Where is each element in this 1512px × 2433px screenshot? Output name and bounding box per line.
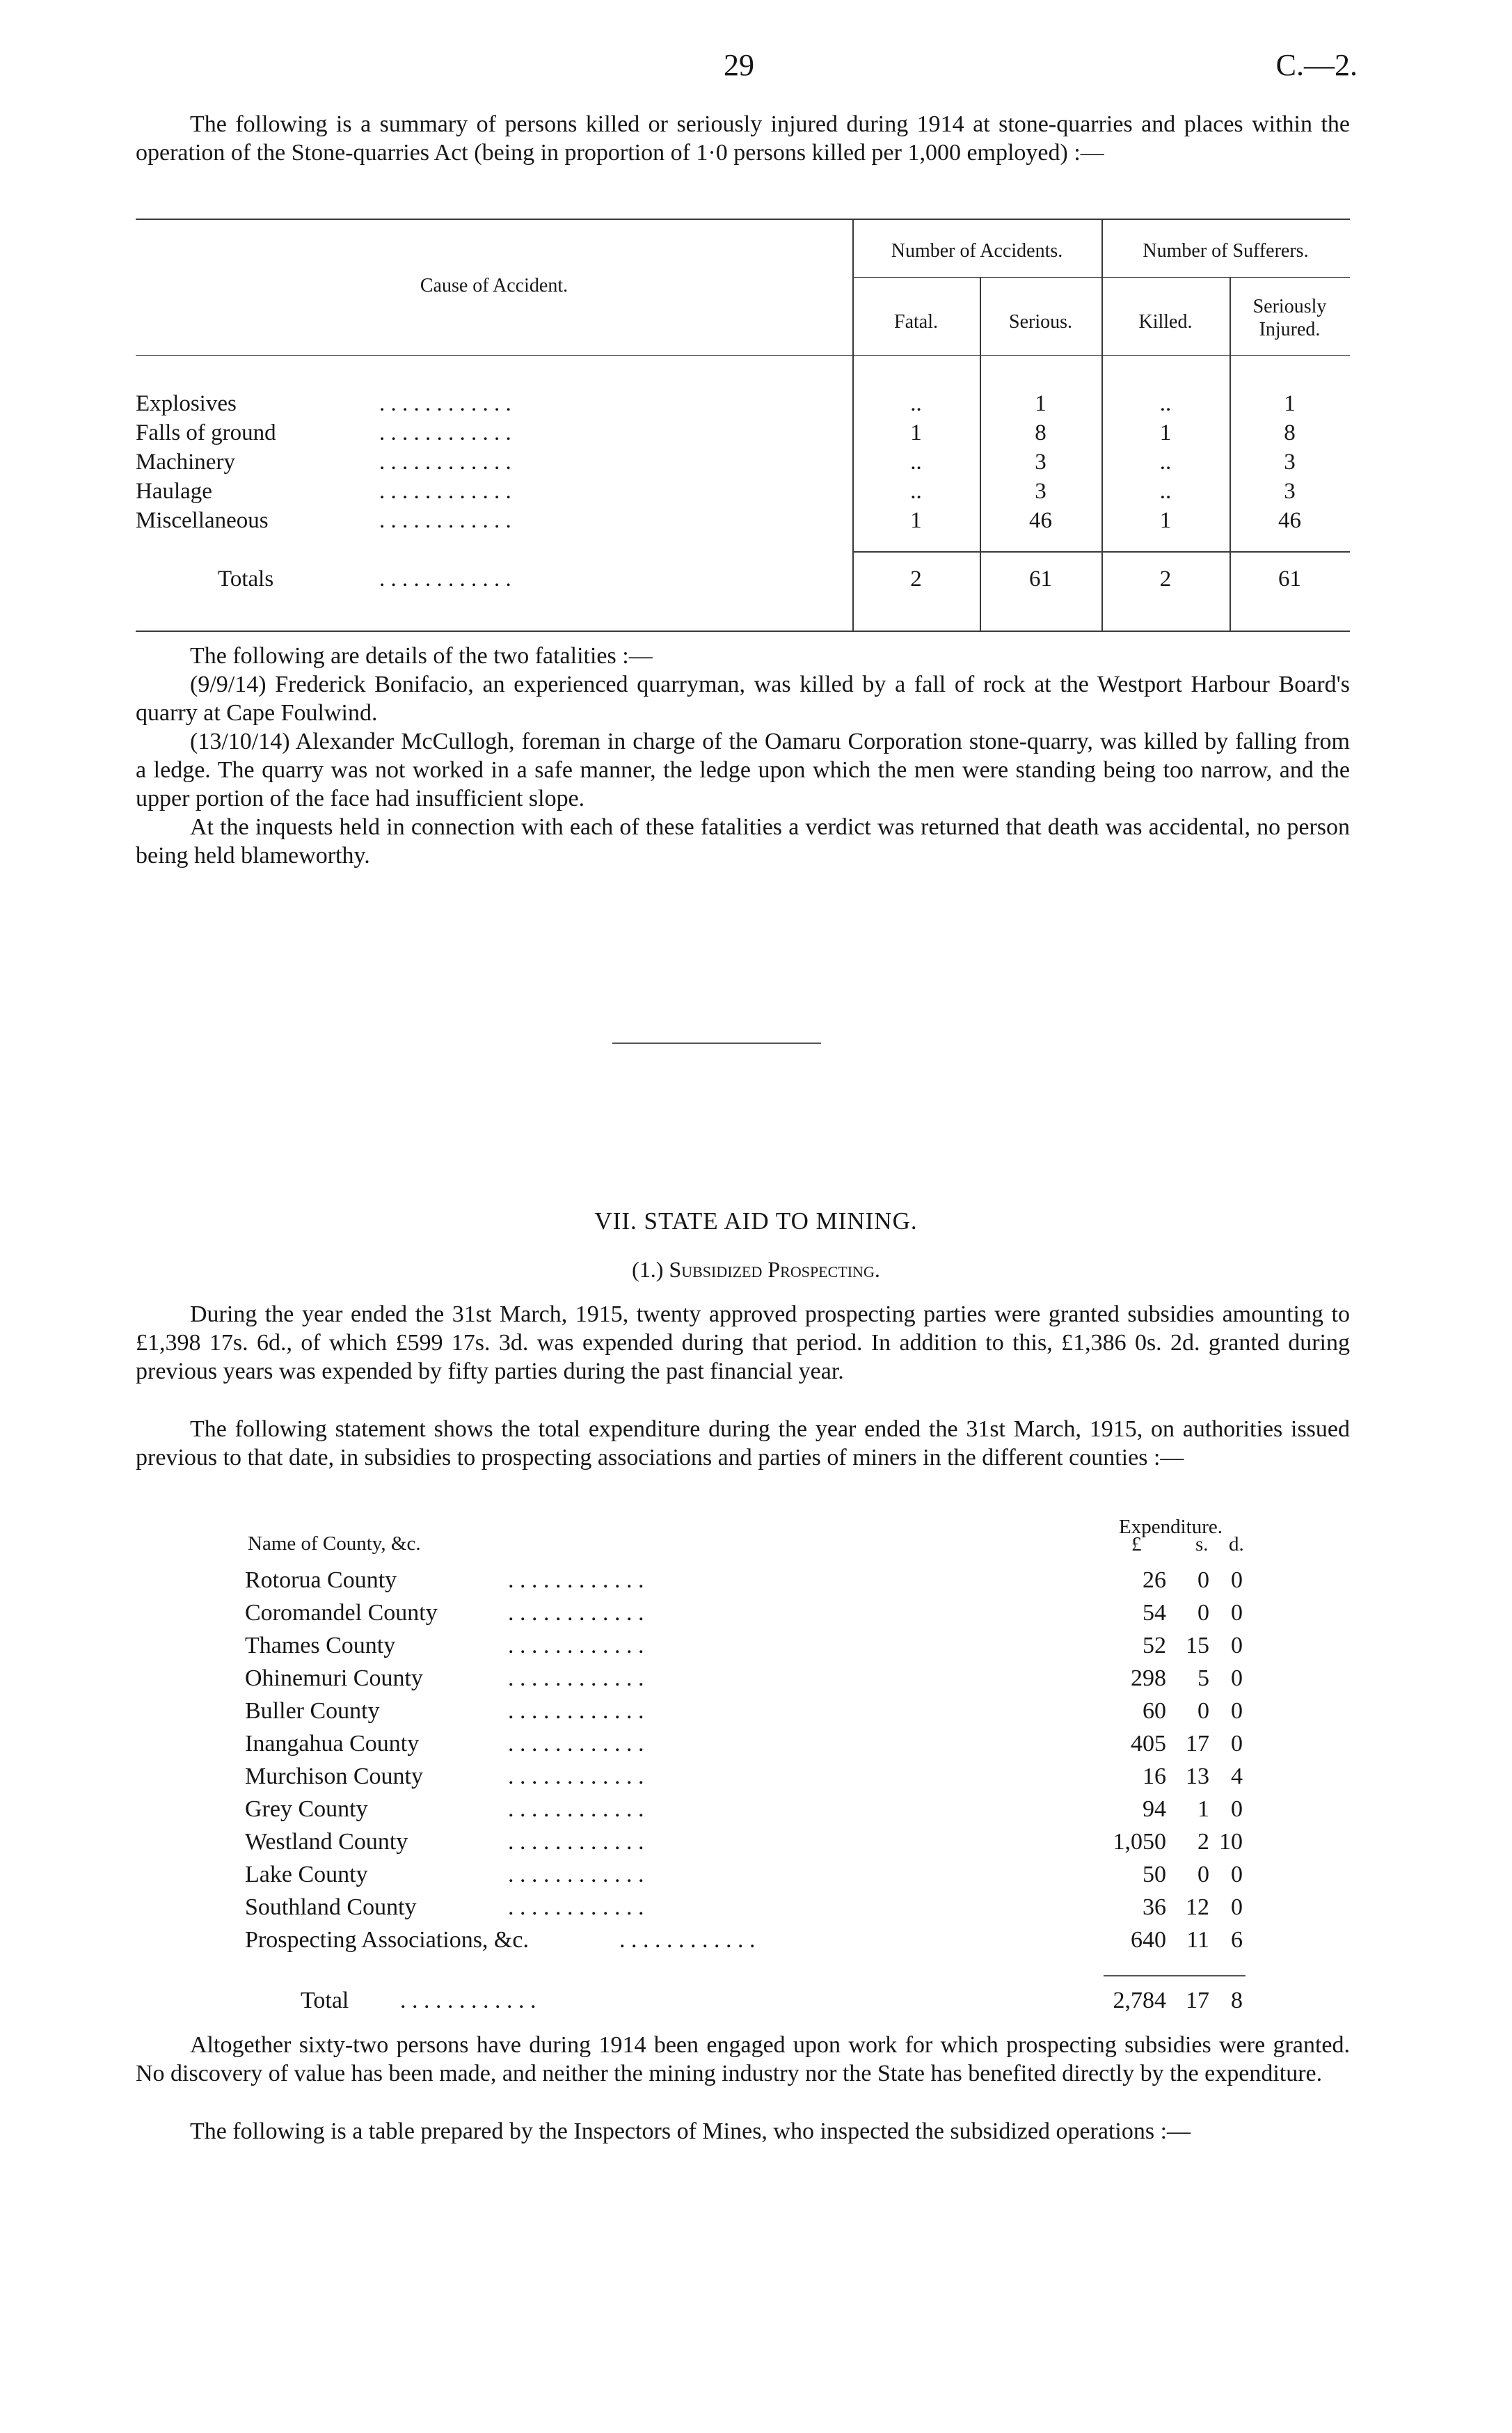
row-cause: Machinery bbox=[136, 450, 235, 475]
amount-shillings: 13 bbox=[1186, 1764, 1209, 1789]
amount-pence: 0 bbox=[1231, 1567, 1243, 1593]
dot-leaders: . . . . . . . . . . . . bbox=[508, 1829, 644, 1855]
dot-leaders: . . . . . . . . . . . . bbox=[508, 1894, 644, 1920]
table-rule-top bbox=[136, 219, 1350, 220]
cell-serious: 8 bbox=[1035, 420, 1047, 445]
closing-paragraph: Altogether sixty-two persons have during 1914 been engaged upon work for which prospecting subsidies were granted. No discovery of value has been made, and neither the mining industry nor the State has benefited directly by the expenditure. bbox=[136, 2032, 1350, 2086]
cell-serious: 1 bbox=[1035, 391, 1047, 416]
amount-shillings: 12 bbox=[1186, 1894, 1209, 1920]
county-name: Ohinemuri County bbox=[245, 1665, 423, 1691]
header-accidents: Number of Accidents. bbox=[891, 240, 1063, 262]
cell-fatal: .. bbox=[910, 391, 922, 416]
intro-paragraph: The following is a summary of persons killed or seriously injured during 1914 at stone-quarries and places within the operation of the Stone-quarries Act (being in proportion of 1·0 persons killed per 1,000 employed) :— bbox=[136, 111, 1350, 166]
header-cause: Cause of Accident. bbox=[420, 275, 568, 296]
dot-leaders: . . . . . . . . . . . . bbox=[379, 391, 511, 416]
amount-pounds: 60 bbox=[1143, 1698, 1166, 1724]
total-pence: 8 bbox=[1231, 1988, 1243, 2013]
amount-shillings: 2 bbox=[1197, 1829, 1209, 1855]
dot-leaders: . . . . . . . . . . . . bbox=[508, 1731, 644, 1757]
header-fatal: Fatal. bbox=[894, 311, 938, 333]
dot-leaders: . . . . . . . . . . . . bbox=[508, 1698, 644, 1724]
amount-pence: 0 bbox=[1231, 1698, 1243, 1724]
header-subrule bbox=[852, 277, 1350, 278]
dot-leaders: . . . . . . . . . . . . bbox=[400, 1988, 536, 2013]
page-number: 29 bbox=[724, 48, 754, 82]
amount-pence: 4 bbox=[1231, 1764, 1243, 1789]
header-county: Name of County, &c. bbox=[248, 1532, 421, 1555]
fatalities-lead: The following are details of the two fatalities :— bbox=[190, 643, 653, 669]
header-shillings: s. bbox=[1195, 1533, 1209, 1555]
header-serious: Serious. bbox=[1009, 311, 1072, 333]
county-name: Westland County bbox=[245, 1829, 408, 1855]
section-subtitle: (1.) Subsidized Prospecting. bbox=[632, 1257, 880, 1282]
row-cause: Falls of ground bbox=[136, 420, 276, 445]
cell-killed: .. bbox=[1159, 391, 1172, 416]
table-rule-bottom bbox=[136, 631, 1350, 632]
amount-pounds: 405 bbox=[1131, 1731, 1166, 1757]
header-seriously-injured: Seriously Injured. bbox=[1252, 296, 1327, 340]
amount-pounds: 50 bbox=[1143, 1862, 1166, 1887]
subsidy-paragraph: During the year ended the 31st March, 1915, twenty approved prospecting parties were granted subsidies amounting to £1,398 17s. 6d., of which £599 17s. 3d. was expended during that period. In addition to this, £1,386 0s. 2d. granted during previous years was expended by fifty parties during the past financial year. bbox=[136, 1301, 1350, 1384]
dot-leaders: . . . . . . . . . . . . bbox=[379, 420, 511, 445]
amount-shillings: 1 bbox=[1197, 1796, 1209, 1822]
amount-pence: 0 bbox=[1231, 1600, 1243, 1626]
amount-pounds: 36 bbox=[1143, 1894, 1166, 1920]
document-code: C.—2. bbox=[1275, 48, 1358, 82]
dot-leaders: . . . . . . . . . . . . bbox=[379, 450, 511, 475]
dot-leaders: . . . . . . . . . . . . bbox=[379, 479, 511, 504]
cell-injured: 3 bbox=[1284, 479, 1296, 504]
cell-fatal: 1 bbox=[910, 508, 922, 533]
amount-shillings: 17 bbox=[1186, 1731, 1209, 1757]
cell-injured: 46 bbox=[1278, 508, 1301, 533]
county-name: Southland County bbox=[245, 1894, 417, 1920]
amount-pounds: 16 bbox=[1143, 1764, 1166, 1789]
statement-paragraph: The following statement shows the total expenditure during the year ended the 31st March, 1915, on authorities issued previous to that date, in subsidies to prospecting associations and parties of miners in the different counties :— bbox=[136, 1416, 1350, 1471]
dot-leaders: . . . . . . . . . . . . bbox=[508, 1567, 644, 1593]
header-sufferers: Number of Sufferers. bbox=[1143, 240, 1309, 262]
county-name: Buller County bbox=[245, 1698, 380, 1724]
county-name: Coromandel County bbox=[245, 1600, 438, 1626]
dot-leaders: . . . . . . . . . . . . bbox=[379, 566, 511, 592]
county-name: Lake County bbox=[245, 1862, 368, 1887]
total-killed: 2 bbox=[1159, 566, 1172, 592]
county-name: Thames County bbox=[245, 1633, 396, 1658]
accident-table bbox=[136, 219, 1350, 632]
dot-leaders: . . . . . . . . . . . . bbox=[379, 508, 511, 533]
dot-leaders: . . . . . . . . . . . . bbox=[508, 1862, 644, 1887]
cell-killed: 1 bbox=[1159, 508, 1172, 533]
header-pounds: £ bbox=[1131, 1533, 1142, 1555]
cell-injured: 3 bbox=[1284, 450, 1296, 475]
totals-label: Totals bbox=[218, 566, 274, 592]
amount-pounds: 94 bbox=[1143, 1796, 1166, 1822]
section-divider bbox=[612, 1043, 821, 1044]
amount-pounds: 54 bbox=[1143, 1600, 1166, 1626]
cell-injured: 8 bbox=[1284, 420, 1296, 445]
dot-leaders: . . . . . . . . . . . . bbox=[508, 1665, 644, 1691]
closing-paragraph: The following is a table prepared by the Inspectors of Mines, who inspected the subsidized operations :— bbox=[190, 2118, 1191, 2144]
fatality-paragraph: (9/9/14) Frederick Bonifacio, an experienced quarryman, was killed by a fall of rock at the Westport Harbour Board's quarry at Cape Foulwind. bbox=[136, 672, 1350, 726]
cell-serious: 3 bbox=[1035, 450, 1047, 475]
row-cause: Explosives bbox=[136, 391, 237, 416]
amount-pounds: 298 bbox=[1131, 1665, 1166, 1691]
amount-shillings: 11 bbox=[1186, 1927, 1209, 1953]
amount-pence: 0 bbox=[1231, 1862, 1243, 1887]
fatality-paragraph: (13/10/14) Alexander McCullogh, foreman in charge of the Oamaru Corporation stone-quarry, was killed by falling from a ledge. The quarry was not worked in a safe manner, the ledge upon which the men were standing being too narrow, and the upper portion of the face had insufficient slope. bbox=[136, 729, 1350, 811]
county-name: Murchison County bbox=[245, 1764, 423, 1789]
cell-killed: 1 bbox=[1159, 420, 1172, 445]
county-name: Rotorua County bbox=[245, 1567, 397, 1593]
amount-pence: 0 bbox=[1231, 1796, 1243, 1822]
header-expenditure: Expenditure. bbox=[1119, 1516, 1223, 1538]
amount-shillings: 15 bbox=[1186, 1633, 1209, 1658]
amount-pounds: 1,050 bbox=[1113, 1829, 1166, 1855]
amount-pence: 6 bbox=[1231, 1927, 1243, 1953]
dot-leaders: . . . . . . . . . . . . bbox=[508, 1600, 644, 1626]
amount-shillings: 0 bbox=[1197, 1567, 1209, 1593]
total-shillings: 17 bbox=[1186, 1988, 1209, 2013]
amount-pence: 0 bbox=[1231, 1894, 1243, 1920]
amount-shillings: 5 bbox=[1197, 1665, 1209, 1691]
amount-shillings: 0 bbox=[1197, 1600, 1209, 1626]
dot-leaders: . . . . . . . . . . . . bbox=[619, 1927, 756, 1953]
total-pounds: 2,784 bbox=[1113, 1988, 1166, 2013]
amount-pence: 10 bbox=[1219, 1829, 1243, 1855]
cell-killed: .. bbox=[1159, 450, 1172, 475]
inquest-paragraph: At the inquests held in connection with each of these fatalities a verdict was returned that death was accidental, no person being held blameworthy. bbox=[136, 814, 1350, 869]
county-name: Prospecting Associations, &c. bbox=[245, 1927, 529, 1953]
amount-pence: 0 bbox=[1231, 1731, 1243, 1757]
dot-leaders: . . . . . . . . . . . . bbox=[508, 1764, 644, 1789]
amount-pence: 0 bbox=[1231, 1633, 1243, 1658]
amount-pounds: 52 bbox=[1143, 1633, 1166, 1658]
county-name: Grey County bbox=[245, 1796, 368, 1822]
row-cause: Haulage bbox=[136, 479, 212, 504]
dot-leaders: . . . . . . . . . . . . bbox=[508, 1633, 644, 1658]
dot-leaders: . . . . . . . . . . . . bbox=[508, 1796, 644, 1822]
cell-killed: .. bbox=[1159, 479, 1172, 504]
totals-rule bbox=[852, 551, 1350, 553]
header-killed: Killed. bbox=[1138, 311, 1193, 333]
cell-serious: 46 bbox=[1029, 508, 1052, 533]
header-pence: d. bbox=[1229, 1533, 1244, 1555]
amount-shillings: 0 bbox=[1197, 1698, 1209, 1724]
amount-pounds: 26 bbox=[1143, 1567, 1166, 1593]
total-label: Total bbox=[301, 1988, 349, 2013]
cell-fatal: .. bbox=[910, 479, 922, 504]
expenditure-table bbox=[0, 1517, 1512, 2046]
total-fatal: 2 bbox=[910, 566, 922, 592]
total-rule bbox=[1104, 1975, 1246, 1976]
total-injured: 61 bbox=[1278, 566, 1301, 592]
cell-serious: 3 bbox=[1035, 479, 1047, 504]
amount-shillings: 0 bbox=[1197, 1862, 1209, 1887]
amount-pence: 0 bbox=[1231, 1665, 1243, 1691]
section-title: VII. STATE AID TO MINING. bbox=[594, 1207, 918, 1235]
cell-fatal: 1 bbox=[910, 420, 922, 445]
header-rule bbox=[136, 355, 1350, 356]
row-cause: Miscellaneous bbox=[136, 508, 269, 533]
total-serious: 61 bbox=[1029, 566, 1052, 592]
cell-injured: 1 bbox=[1284, 391, 1296, 416]
amount-pounds: 640 bbox=[1131, 1927, 1166, 1953]
county-name: Inangahua County bbox=[245, 1731, 420, 1757]
cell-fatal: .. bbox=[910, 450, 922, 475]
